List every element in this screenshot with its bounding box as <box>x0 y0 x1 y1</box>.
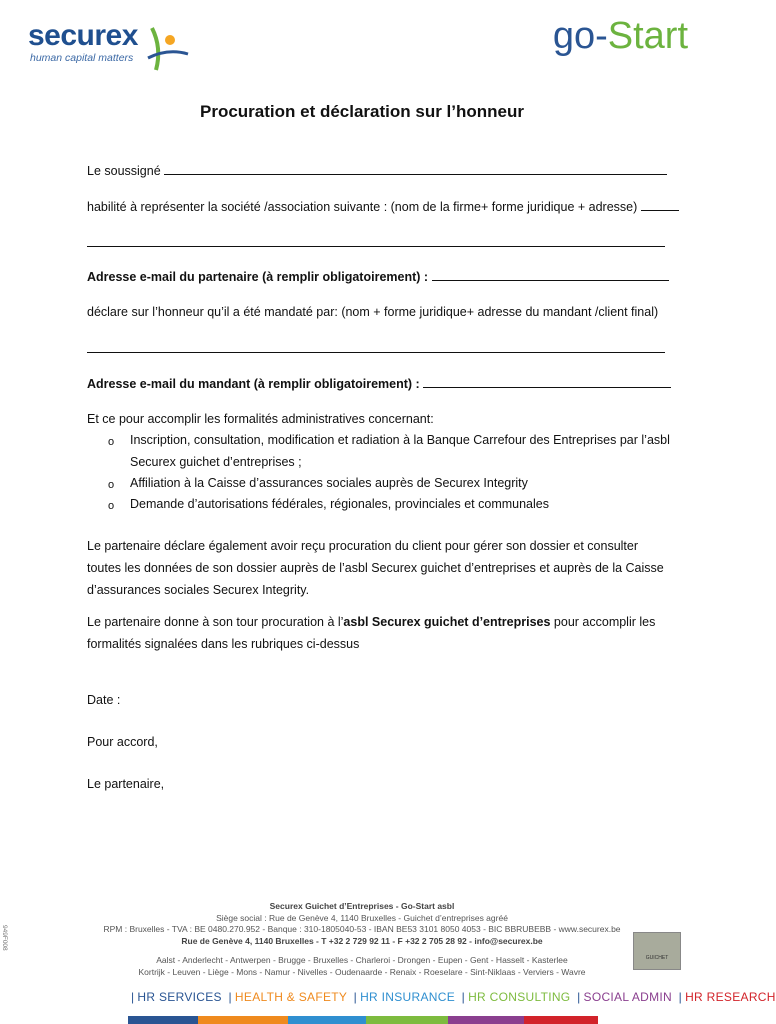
formalites-intro: Et ce pour accomplir les formalités administratives concernant: <box>87 412 434 426</box>
service-hr-research: HR RESEARCH <box>685 990 776 1004</box>
email-mandant-line <box>87 375 665 392</box>
email-mandant-label: Adresse e-mail du mandant (à remplir obligatoirement) : <box>87 377 420 391</box>
email-partenaire-line <box>87 268 665 285</box>
footer-cities <box>0 954 724 978</box>
gostart-logo-go: go- <box>552 15 608 57</box>
separator: | <box>131 990 135 1004</box>
separator: | <box>678 990 683 1004</box>
service-hr-consulting: HR CONSULTING <box>468 990 571 1004</box>
paragraph-procuration-asbl <box>87 611 667 655</box>
service-hr-services: HR SERVICES <box>137 990 222 1004</box>
footer-cities-line2: Kortrijk - Leuven - Liège - Mons - Namur - Nivelles - Oudenaarde - Renaix - Roeselare - Sint-Niklaas - Verviers - Wavre <box>138 967 586 977</box>
bullet-item: Affiliation à la Caisse d’assurances sociales auprès de Securex Integrity <box>130 476 528 490</box>
document-code: 949F008 <box>1 925 8 951</box>
footer-registration: RPM : Bruxelles - TVA : BE 0480.270.952 - Banque : 310-1805040-53 - IBAN BE53 3101 8050 4053 - BIC BBRUBEBB - www.securex.be <box>103 924 621 934</box>
separator: | <box>461 990 466 1004</box>
bullet-item: Demande d’autorisations fédérales, régionales, provinciales et communales <box>130 497 549 511</box>
mandant-address-field[interactable] <box>87 352 665 353</box>
gostart-logo-start: Start <box>607 15 688 57</box>
habilite-line <box>87 198 665 215</box>
habilite-text: habilité à représenter la société /association suivante : (nom de la firme+ forme juridique + adresse) <box>87 200 638 214</box>
footer-company-info <box>0 901 724 947</box>
colorbar-health-safety <box>198 1016 288 1024</box>
separator: | <box>228 990 232 1004</box>
separator: | <box>577 990 581 1004</box>
soussigne-line <box>87 162 665 179</box>
page-title: Procuration et déclaration sur l’honneur <box>200 102 524 121</box>
partenaire-label: Le partenaire, <box>87 777 165 791</box>
footer-cities-line1: Aalst - Anderlecht - Antwerpen - Brugge - Bruxelles - Charleroi - Drongen - Eupen - Gent - Hasselt - Kasterlee <box>156 955 568 965</box>
email-partenaire-label: Adresse e-mail du partenaire (à remplir obligatoirement) : <box>87 270 429 284</box>
email-mandant-field[interactable] <box>423 375 671 388</box>
bullet-marker: o <box>108 436 115 448</box>
bullet-item: Inscription, consultation, modification et radiation à la Banque Carrefour des Entreprises par l’asbl <box>130 433 670 447</box>
guichet-logo <box>633 932 681 970</box>
securex-swoosh-icon <box>146 18 190 74</box>
bullet-item-continued: Securex guichet d’entreprises ; <box>130 455 302 469</box>
soussigne-label: Le soussigné <box>87 164 161 178</box>
accord-label: Pour accord, <box>87 735 158 749</box>
footer-seat: Siège social : Rue de Genève 4, 1140 Bruxelles - Guichet d’entreprises agréé <box>216 912 508 923</box>
services-banner <box>128 990 776 1004</box>
colorbar-hr-research <box>524 1016 598 1024</box>
service-health-safety: HEALTH & SAFETY <box>234 990 348 1004</box>
bullet-marker: o <box>108 500 115 512</box>
paragraph-procuration-client: Le partenaire déclare également avoir reçu procuration du client pour gérer son dossier et consulter toutes les données de son dossier auprès de l’asbl Securex guichet d’entreprises et auprès de la Caisse d’assurances sociales Securex Integrity. <box>87 539 664 597</box>
service-social-admin: SOCIAL ADMIN <box>583 990 673 1004</box>
colorbar-hr-consulting <box>366 1016 448 1024</box>
securex-tagline: human capital matters <box>30 52 134 64</box>
guichet-logo-text: GUICHET <box>645 955 669 961</box>
declare-text: déclare sur l’honneur qu’il a été mandaté par: (nom + forme juridique+ adresse du mandant /client final) <box>87 305 659 319</box>
colorbar-hr-insurance <box>288 1016 366 1024</box>
date-label: Date : <box>87 693 121 707</box>
gostart-logo <box>553 14 688 58</box>
para2-text: Le partenaire donne à son tour procuration à l’ <box>87 615 344 629</box>
separator: | <box>353 990 358 1004</box>
footer-contact: Rue de Genève 4, 1140 Bruxelles - T +32 2 729 92 11 - F +32 2 705 28 92 - info@securex.be <box>181 935 543 946</box>
securex-logo-word: securex <box>28 19 138 52</box>
footer-company-name: Securex Guichet d’Entreprises - Go-Start asbl <box>269 901 455 911</box>
para2-bold: asbl Securex guichet d’entreprises <box>343 615 551 629</box>
habilite-field[interactable] <box>641 198 679 211</box>
securex-logo <box>28 20 188 76</box>
company-address-field[interactable] <box>87 246 665 247</box>
para2-text-end: pour accomplir les formalités signalées dans les rubriques ci-dessus <box>87 615 656 651</box>
colorbar-hr-services <box>128 1016 198 1024</box>
service-hr-insurance: HR INSURANCE <box>360 990 456 1004</box>
bullet-marker: o <box>108 479 115 491</box>
colorbar-social-admin <box>448 1016 524 1024</box>
soussigne-field[interactable] <box>164 162 667 175</box>
email-partenaire-field[interactable] <box>432 268 669 281</box>
